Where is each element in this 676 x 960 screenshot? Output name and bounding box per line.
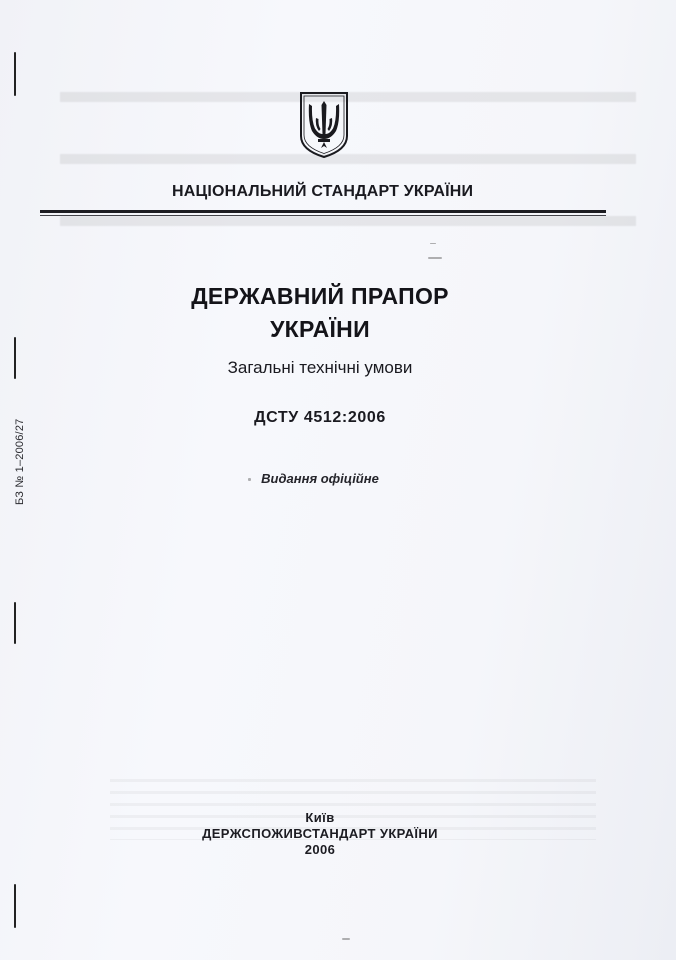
binding-label: БЗ № 1–2006/27 <box>14 418 26 505</box>
trident-coat-of-arms-icon <box>298 90 350 160</box>
binding-mark <box>14 602 16 644</box>
scan-speck <box>428 257 442 259</box>
scan-speck <box>248 478 251 481</box>
edition-note: Видання офіційне <box>261 471 379 486</box>
standard-category: НАЦІОНАЛЬНИЙ СТАНДАРТ УКРАЇНИ <box>172 183 474 200</box>
binding-mark <box>14 52 16 96</box>
publisher-name: ДЕРЖСПОЖИВСТАНДАРТ УКРАЇНИ <box>202 826 438 841</box>
scan-speck <box>430 243 436 244</box>
document-subtitle: Загальні технічні умови <box>227 358 413 377</box>
scan-speck <box>342 938 350 940</box>
binding-mark <box>14 337 16 379</box>
document-title-line: ДЕРЖАВНИЙ ПРАПОР <box>191 283 449 309</box>
standard-code: ДСТУ 4512:2006 <box>254 409 386 426</box>
document-title <box>100 280 540 346</box>
publication-city: Київ <box>305 810 335 825</box>
divider <box>40 210 606 213</box>
binding-mark <box>14 884 16 928</box>
document-title-line: УКРАЇНИ <box>270 316 370 342</box>
publication-year: 2006 <box>304 842 336 857</box>
divider <box>40 215 606 216</box>
